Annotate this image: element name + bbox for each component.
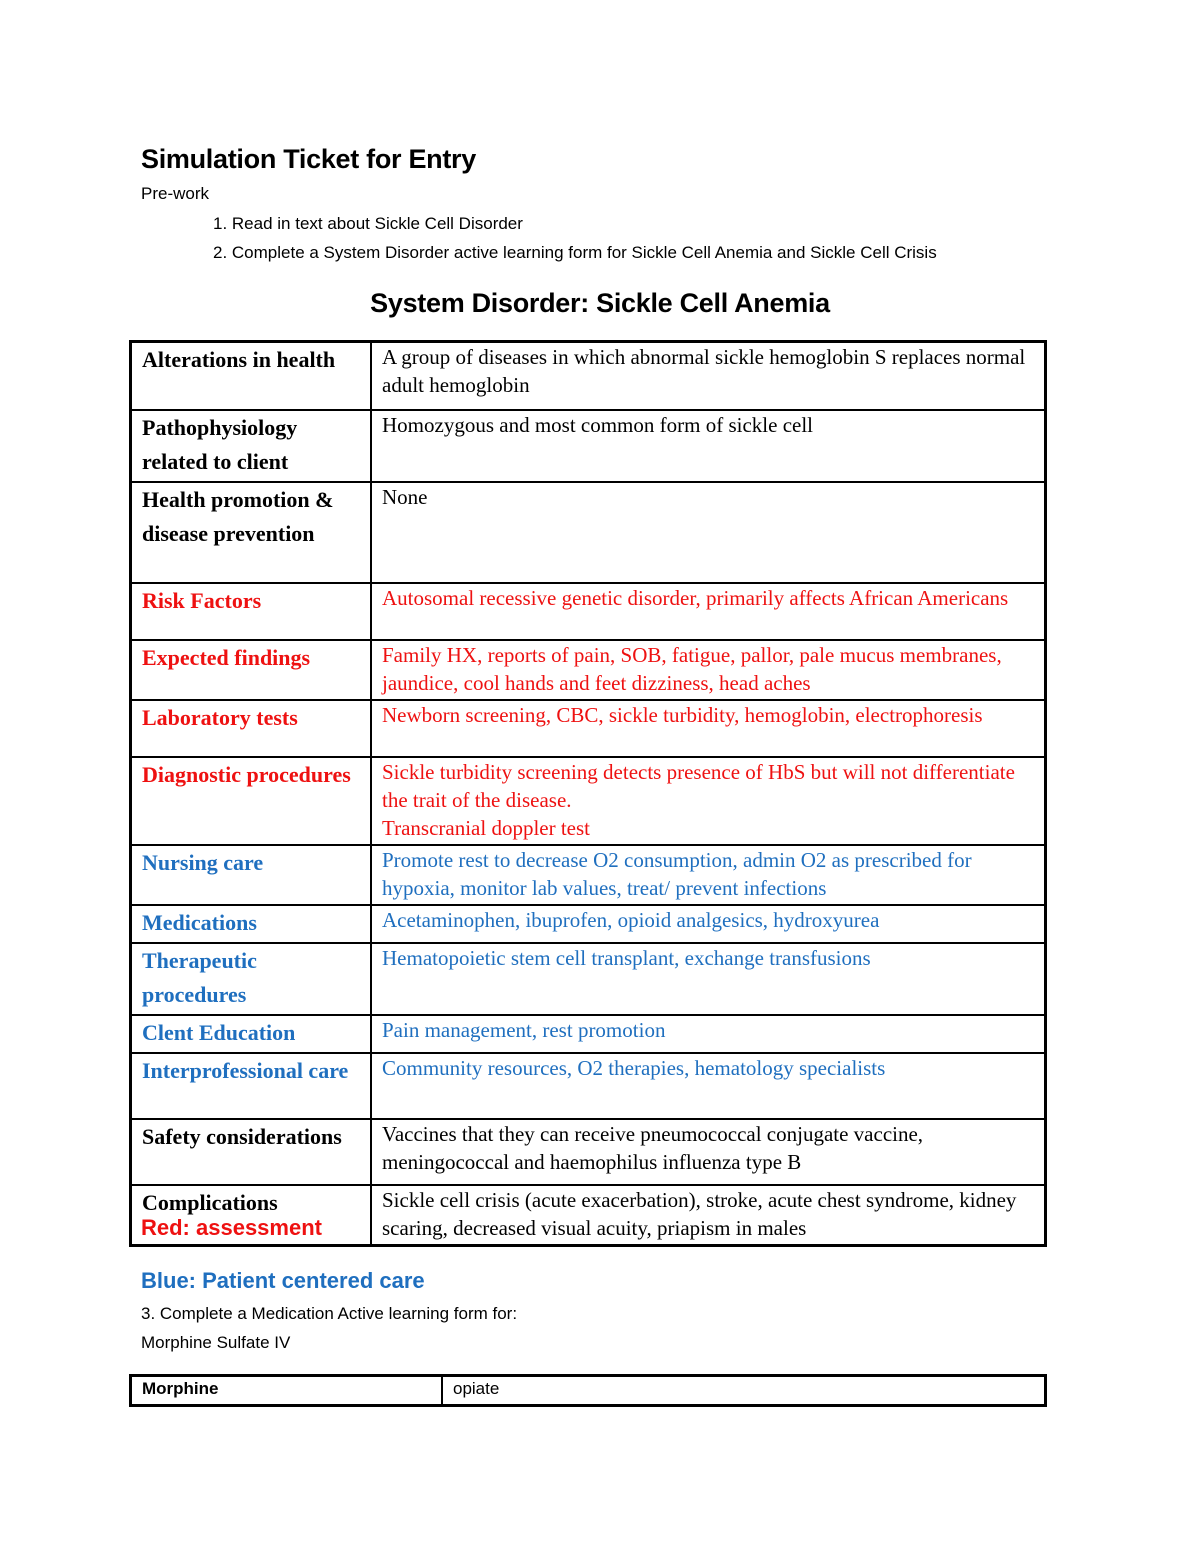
row-label: Diagnostic procedures (131, 757, 372, 845)
table-row (131, 410, 1046, 482)
row-label: Safety considerations (131, 1119, 372, 1185)
medication-name: Morphine (131, 1376, 443, 1406)
medication-drug-line: Morphine Sulfate IV (141, 1333, 291, 1352)
row-value: Newborn screening, CBC, sickle turbidity, hemoglobin, electrophoresis (371, 700, 1046, 757)
prework-step-1: 1. Read in text about Sickle Cell Disorder (213, 214, 523, 233)
table-row (131, 1376, 1046, 1406)
row-label: Pathophysiology related to client (131, 410, 372, 482)
row-value: Sickle turbidity screening detects presence of HbS but will not differentiate the trait of the disease. Transcranial doppler test (371, 757, 1046, 845)
medication-table (129, 1374, 1047, 1407)
table-row (131, 700, 1046, 757)
row-label: Risk Factors (131, 583, 372, 640)
row-value: Hematopoietic stem cell transplant, exchange transfusions (371, 943, 1046, 1015)
medication-instruction: 3. Complete a Medication Active learning form for: (141, 1304, 518, 1323)
table-row (131, 1119, 1046, 1185)
row-value: Community resources, O2 therapies, hematology specialists (371, 1053, 1046, 1119)
row-value: Promote rest to decrease O2 consumption, admin O2 as prescribed for hypoxia, monitor lab values, treat/ prevent infections (371, 845, 1046, 905)
prework-label: Pre-work (141, 184, 210, 203)
table-row (131, 583, 1046, 640)
row-value: Sickle cell crisis (acute exacerbation), stroke, acute chest syndrome, kidney scaring, decreased visual acuity, priapism in males (371, 1185, 1046, 1246)
table-row (131, 943, 1046, 1015)
table-row (131, 845, 1046, 905)
row-label: Medications (131, 905, 372, 943)
table-row (131, 482, 1046, 583)
row-label: Interprofessional care (131, 1053, 372, 1119)
row-label: Health promotion & disease prevention (131, 482, 372, 583)
row-label: Laboratory tests (131, 700, 372, 757)
medication-class: opiate (442, 1376, 1046, 1406)
row-label: Expected findings (131, 640, 372, 700)
table-row (131, 757, 1046, 845)
row-label: Therapeutic procedures (131, 943, 372, 1015)
table-row (131, 1053, 1046, 1119)
table-row (131, 905, 1046, 943)
row-value: Pain management, rest promotion (371, 1015, 1046, 1053)
system-disorder-table (129, 340, 1047, 1247)
row-value: Family HX, reports of pain, SOB, fatigue, pallor, pale mucus membranes, jaundice, cool hands and feet dizziness, head aches (371, 640, 1046, 700)
row-value: Acetaminophen, ibuprofen, opioid analgesics, hydroxyurea (371, 905, 1046, 943)
row-label: Complications (131, 1185, 372, 1246)
legend-blue-patient-care: Blue: Patient centered care (141, 1268, 425, 1293)
table-row (131, 640, 1046, 700)
page-title: Simulation Ticket for Entry (141, 144, 476, 174)
row-label: Nursing care (131, 845, 372, 905)
system-disorder-title: System Disorder: Sickle Cell Anemia (370, 288, 830, 318)
row-value: Vaccines that they can receive pneumococcal conjugate vaccine, meningococcal and haemophilus influenza type B (371, 1119, 1046, 1185)
row-label: Alterations in health (131, 342, 372, 410)
row-value: Autosomal recessive genetic disorder, primarily affects African Americans (371, 583, 1046, 640)
row-label: Clent Education (131, 1015, 372, 1053)
table-row (131, 1015, 1046, 1053)
legend-red-assessment: Red: assessment (141, 1215, 322, 1240)
row-value: A group of diseases in which abnormal sickle hemoglobin S replaces normal adult hemoglobin (371, 342, 1046, 410)
row-value: None (371, 482, 1046, 583)
table-row (131, 342, 1046, 410)
prework-step-2: 2. Complete a System Disorder active learning form for Sickle Cell Anemia and Sickle Cell Crisis (213, 243, 937, 262)
row-value: Homozygous and most common form of sickle cell (371, 410, 1046, 482)
